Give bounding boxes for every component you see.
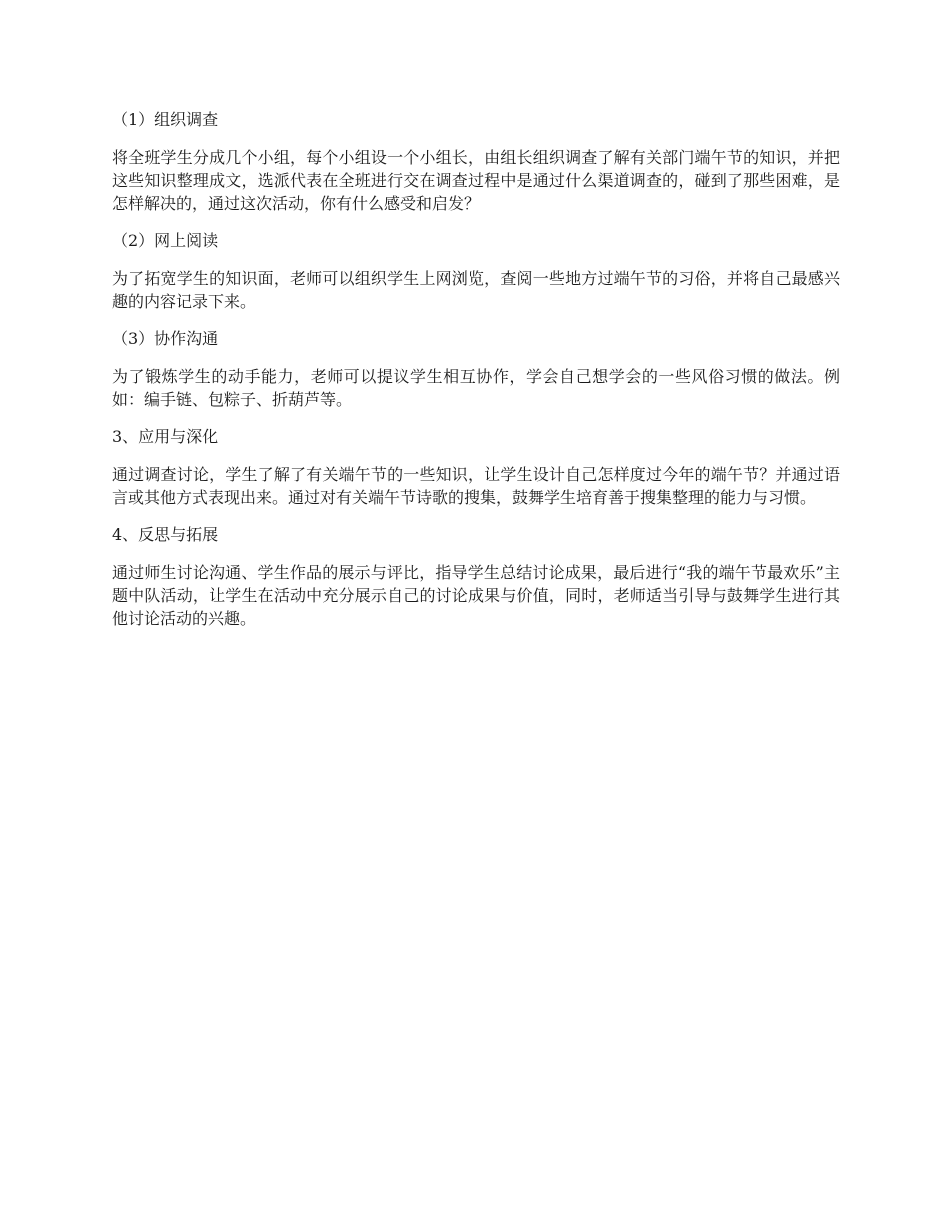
section-heading-reflection: 4、反思与拓展 [112,525,219,544]
section-heading-collaboration: （3）协作沟通 [112,329,219,348]
section-heading-organize-survey: （1）组织调查 [112,110,219,129]
section-body-reflection: 通过师生讨论沟通、学生作品的展示与评比，指导学生总结讨论成果，最后进行“我的端午节最欢乐”主题中队活动，让学生在活动中充分展示自己的讨论成果与价值，同时，老师适当引导与鼓舞学生进行其他讨论活动的兴趣。 [112,563,840,628]
section-body-organize-survey: 将全班学生分成几个小组，每个小组设一个小组长，由组长组织调查了解有关部门端午节的知识，并把这些知识整理成文，选派代表在全班进行交在调查过程中是通过什么渠道调查的，碰到了那些困难，是怎样解决的，通过这次活动，你有什么感受和启发？ [112,148,840,213]
section-heading-online-reading: （2）网上阅读 [112,231,219,250]
document-page [112,108,840,644]
section-body-application: 通过调查讨论，学生了解了有关端午节的一些知识，让学生设计自己怎样度过今年的端午节？并通过语言或其他方式表现出来。通过对有关端午节诗歌的搜集，鼓舞学生培育善于搜集整理的能力与习惯。 [112,465,840,507]
section-heading-application: 3、应用与深化 [112,427,219,446]
section-body-collaboration: 为了锻炼学生的动手能力，老师可以提议学生相互协作，学会自己想学会的一些风俗习惯的做法。例如：编手链、包粽子、折葫芦等。 [112,367,840,409]
section-body-online-reading: 为了拓宽学生的知识面，老师可以组织学生上网浏览，查阅一些地方过端午节的习俗，并将自己最感兴趣的内容记录下来。 [112,269,840,311]
